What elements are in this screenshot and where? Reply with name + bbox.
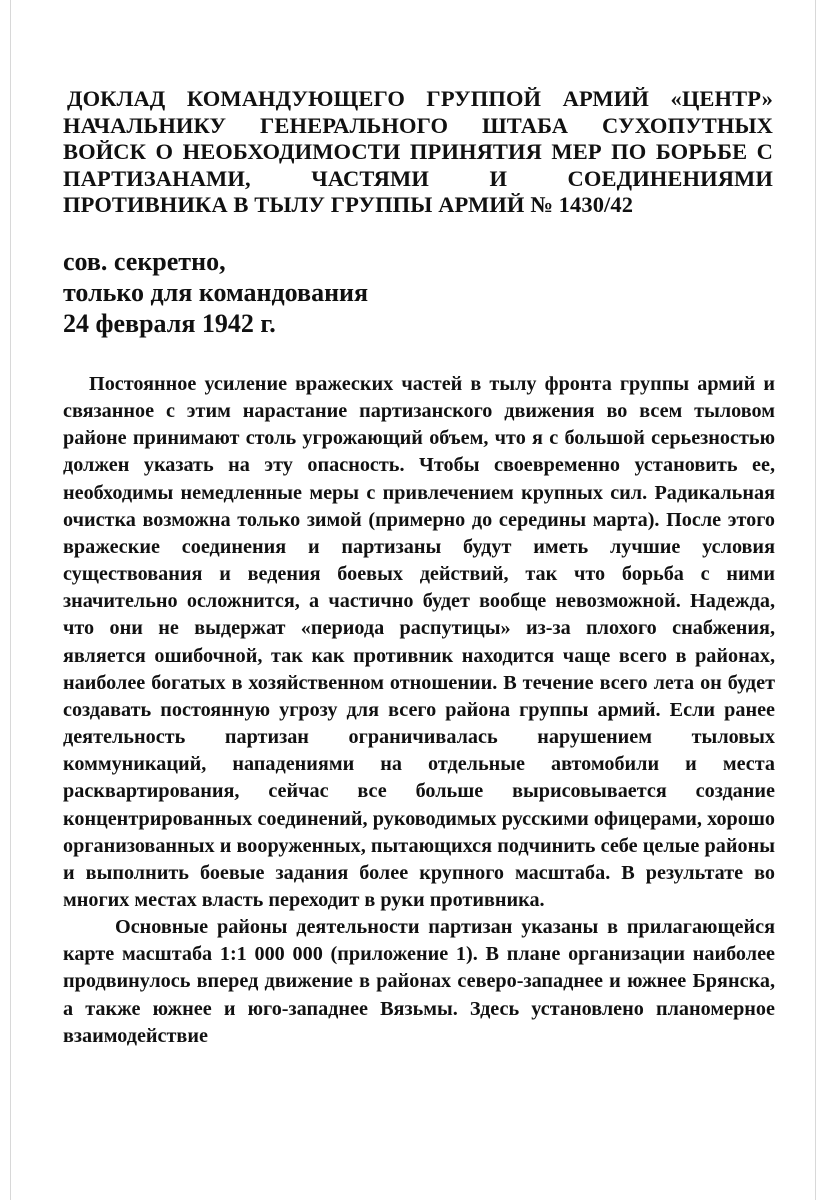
distribution-mark: только для командования bbox=[63, 278, 369, 307]
document-page bbox=[10, 0, 816, 1200]
classification-mark: сов. секретно, bbox=[63, 247, 226, 276]
body-paragraph-1: Постоянное усиление вражеских частей в тылу фронта группы армий и связанное с этим нарастание партизанского движения во всем тыловом районе принимают столь угрожающий объем, что я с большой серьезностью должен указать на эту опасность. Чтобы своевременно установить ее, необходимы немедленные меры с привлечением крупных сил. Радикальная очистка возможна только зимой (примерно до середины марта). После этого вражеские соединения и партизаны будут иметь лучшие условия существования и ведения боевых действий, так что борьба с ними значительно осложнится, а частично будет вообще невозможной. Надежда, что они не выдержат «периода распутицы» из-за плохого снабжения, является ошибочной, так как противник находится чаще всего в районах, наиболее богатых в хозяйственном отношении. В течение всего лета он будет создавать постоянную угрозу для всего района группы армий. Если ранее деятельность партизан ограничивалась нарушением тыловых коммуникаций, нападениями на отдельные автомобили и места расквартирования, сейчас все больше вырисовывается создание концентрированных соединений, руководимых русскими офицерами, хорошо организованных и вооруженных, пытающихся подчинить себе целые районы и выполнить боевые задания более крупного масштаба. В результате во многих местах власть переходит в руки противника. bbox=[63, 373, 775, 911]
document-header-block bbox=[63, 246, 763, 339]
document-title-text: ДОКЛАД КОМАНДУЮЩЕГО ГРУППОЙ АРМИЙ «ЦЕНТР» НАЧАЛЬНИКУ ГЕНЕРАЛЬНОГО ШТАБА СУХОПУТНЫХ ВОЙСК О НЕОБХОДИМОСТИ ПРИНЯТИЯ МЕР ПО БОРЬБЕ С ПАРТИЗАНАМИ, ЧАСТЯМИ И СОЕДИНЕНИЯМИ ПРОТИВНИКА В ТЫЛУ ГРУППЫ АРМИЙ № 1430/42 bbox=[63, 86, 773, 217]
document-date: 24 февраля 1942 г. bbox=[63, 309, 276, 338]
body-paragraph-2: Основные районы деятельности партизан указаны в прилагающейся карте масштаба 1:1 000 000 (приложение 1). В плане организации наиболее продвинулось вперед движение в районах северо-западнее и южнее Брянска, а также южнее и юго-западнее Вязьмы. Здесь установлено планомерное взаимодействие bbox=[63, 916, 775, 1047]
document-body bbox=[63, 371, 775, 1050]
document-title bbox=[63, 86, 773, 219]
